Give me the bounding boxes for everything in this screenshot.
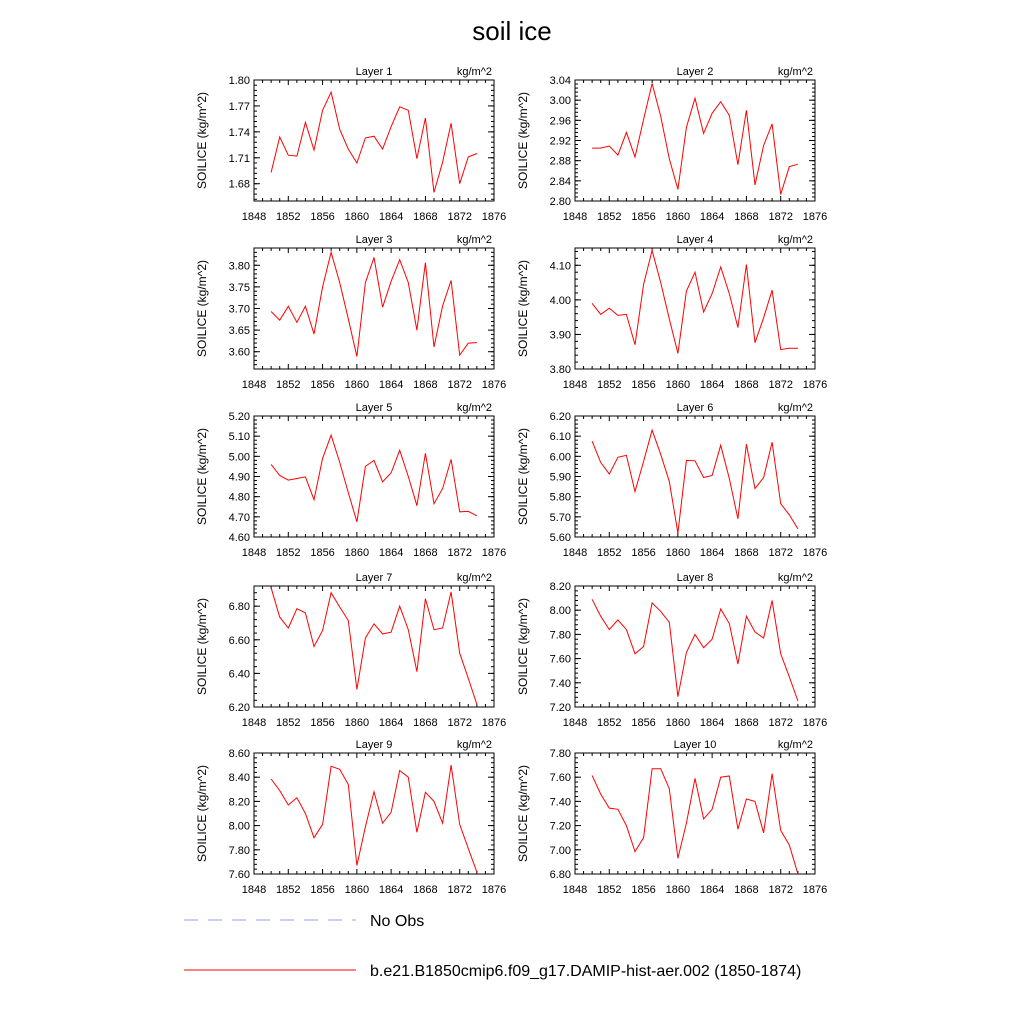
- x-tick-label: 1864: [699, 211, 725, 223]
- chart-panel-6: [516, 402, 827, 559]
- y-tick-label: 6.40: [228, 668, 250, 681]
- y-tick-label: 5.70: [549, 511, 571, 524]
- x-tick-label: 1856: [631, 211, 656, 223]
- chart-panel-10: [516, 739, 827, 896]
- y-tick-label: 3.75: [228, 281, 250, 294]
- x-tick-label: 1872: [768, 547, 793, 559]
- x-tick-label: 1868: [734, 717, 759, 729]
- x-tick-label: 1872: [447, 211, 472, 223]
- panel-title: Layer 1: [355, 66, 393, 78]
- y-tick-label: 1.68: [228, 178, 250, 191]
- y-tick-label: 5.10: [228, 431, 250, 444]
- y-tick-label: 7.40: [549, 796, 571, 809]
- x-tick-label: 1872: [768, 379, 793, 391]
- units-label: kg/m^2: [777, 739, 813, 751]
- y-tick-label: 3.80: [549, 364, 571, 376]
- x-tick-label: 1864: [378, 211, 404, 223]
- x-tick-label: 1876: [481, 717, 507, 729]
- plot-frame: [575, 416, 815, 537]
- x-tick-label: 1860: [344, 717, 370, 729]
- x-tick-label: 1856: [631, 717, 656, 729]
- x-tick-label: 1860: [665, 379, 691, 391]
- y-tick-label: 8.00: [228, 820, 250, 833]
- x-tick-label: 1848: [241, 547, 267, 559]
- x-tick-label: 1852: [597, 717, 622, 729]
- x-tick-label: 1852: [276, 547, 301, 559]
- y-axis-label: SOILICE (kg/m^2): [195, 428, 209, 525]
- x-tick-label: 1852: [276, 717, 301, 729]
- plot-frame: [575, 248, 815, 369]
- x-tick-label: 1856: [631, 884, 656, 896]
- panel-title: Layer 7: [355, 572, 393, 584]
- panel-title: Layer 5: [355, 402, 393, 414]
- x-tick-label: 1848: [241, 884, 267, 896]
- x-tick-label: 1872: [447, 379, 472, 391]
- x-tick-label: 1852: [597, 884, 622, 896]
- plot-frame: [254, 80, 494, 201]
- x-tick-label: 1860: [665, 211, 691, 223]
- y-axis-label: SOILICE (kg/m^2): [195, 92, 209, 189]
- y-tick-label: 7.60: [549, 772, 571, 785]
- x-tick-label: 1864: [378, 379, 404, 391]
- units-label: kg/m^2: [777, 66, 813, 78]
- chart-panel-1: [195, 66, 506, 223]
- units-label: kg/m^2: [456, 739, 492, 751]
- y-tick-label: 1.77: [228, 100, 250, 113]
- y-tick-label: 7.60: [549, 653, 571, 666]
- y-tick-label: 8.20: [549, 581, 571, 593]
- x-tick-label: 1864: [378, 717, 404, 729]
- x-tick-label: 1848: [562, 884, 588, 896]
- x-tick-label: 1856: [310, 717, 335, 729]
- x-tick-label: 1876: [802, 211, 828, 223]
- y-axis-label: SOILICE (kg/m^2): [516, 765, 530, 862]
- units-label: kg/m^2: [777, 402, 813, 414]
- x-tick-label: 1856: [310, 379, 335, 391]
- series-line: [271, 92, 477, 192]
- y-tick-label: 8.00: [549, 605, 571, 618]
- y-tick-label: 4.00: [549, 294, 571, 307]
- y-axis-label: SOILICE (kg/m^2): [516, 260, 530, 357]
- series-line: [271, 765, 477, 872]
- x-tick-label: 1868: [413, 379, 438, 391]
- units-label: kg/m^2: [456, 572, 492, 584]
- chart-panel-5: [195, 402, 506, 559]
- x-tick-label: 1876: [802, 379, 828, 391]
- y-tick-label: 8.40: [228, 772, 250, 785]
- x-tick-label: 1864: [378, 547, 404, 559]
- x-tick-label: 1872: [768, 717, 793, 729]
- x-tick-label: 1856: [631, 547, 656, 559]
- y-tick-label: 7.40: [549, 677, 571, 690]
- y-tick-label: 8.20: [228, 796, 250, 809]
- y-tick-label: 7.80: [549, 748, 571, 760]
- x-tick-label: 1876: [802, 884, 828, 896]
- units-label: kg/m^2: [456, 234, 492, 246]
- x-tick-label: 1872: [447, 547, 472, 559]
- plot-frame: [254, 416, 494, 537]
- y-tick-label: 3.60: [228, 346, 250, 359]
- units-label: kg/m^2: [777, 234, 813, 246]
- x-tick-label: 1864: [699, 717, 725, 729]
- y-axis-label: SOILICE (kg/m^2): [516, 428, 530, 525]
- x-tick-label: 1852: [276, 211, 301, 223]
- y-tick-label: 5.80: [549, 491, 571, 504]
- x-tick-label: 1864: [699, 884, 725, 896]
- chart-panel-7: [195, 572, 506, 729]
- chart-panel-2: [516, 66, 827, 223]
- x-tick-label: 1860: [665, 547, 691, 559]
- y-tick-label: 6.80: [549, 869, 571, 881]
- y-tick-label: 7.20: [549, 702, 571, 714]
- y-tick-label: 3.70: [228, 303, 250, 316]
- y-axis-label: SOILICE (kg/m^2): [516, 92, 530, 189]
- x-tick-label: 1848: [562, 211, 588, 223]
- series-line: [592, 769, 798, 874]
- panel-title: Layer 4: [676, 234, 714, 246]
- x-tick-label: 1864: [699, 379, 725, 391]
- y-tick-label: 1.71: [228, 152, 250, 165]
- x-tick-label: 1868: [413, 717, 438, 729]
- y-tick-label: 3.80: [228, 260, 250, 273]
- x-tick-label: 1864: [378, 884, 404, 896]
- y-axis-label: SOILICE (kg/m^2): [195, 598, 209, 695]
- x-tick-label: 1860: [344, 379, 370, 391]
- y-tick-label: 7.00: [549, 844, 571, 857]
- x-tick-label: 1868: [734, 547, 759, 559]
- x-tick-label: 1864: [699, 547, 725, 559]
- y-tick-label: 8.60: [228, 748, 250, 760]
- x-tick-label: 1876: [481, 379, 507, 391]
- x-tick-label: 1876: [481, 547, 507, 559]
- x-tick-label: 1876: [802, 717, 828, 729]
- x-tick-label: 1868: [734, 211, 759, 223]
- y-tick-label: 3.00: [549, 95, 571, 108]
- y-tick-label: 1.80: [228, 75, 250, 87]
- x-tick-label: 1856: [310, 211, 335, 223]
- plot-frame: [254, 586, 494, 707]
- series-line: [271, 588, 477, 705]
- chart-panel-8: [516, 572, 827, 729]
- y-tick-label: 4.80: [228, 491, 250, 504]
- page-title: soil ice: [472, 16, 552, 46]
- y-tick-label: 6.10: [549, 431, 571, 444]
- y-tick-label: 5.90: [549, 471, 571, 484]
- series-line: [592, 250, 798, 353]
- y-tick-label: 3.65: [228, 325, 250, 338]
- panel-title: Layer 2: [676, 66, 714, 78]
- y-tick-label: 4.60: [228, 532, 250, 544]
- x-tick-label: 1872: [447, 884, 472, 896]
- y-tick-label: 4.90: [228, 471, 250, 484]
- x-tick-label: 1856: [310, 884, 335, 896]
- y-tick-label: 2.88: [549, 155, 571, 168]
- x-tick-label: 1868: [734, 884, 759, 896]
- panel-title: Layer 10: [673, 739, 717, 751]
- y-tick-label: 2.80: [549, 196, 571, 208]
- units-label: kg/m^2: [456, 402, 492, 414]
- y-tick-label: 5.60: [549, 532, 571, 544]
- y-tick-label: 5.20: [228, 411, 250, 423]
- series-line: [592, 599, 798, 701]
- x-tick-label: 1852: [597, 379, 622, 391]
- legend: [184, 913, 801, 980]
- x-tick-label: 1868: [734, 379, 759, 391]
- chart-panel-9: [195, 739, 506, 896]
- y-tick-label: 2.84: [549, 175, 571, 188]
- y-tick-label: 4.10: [549, 260, 571, 273]
- x-tick-label: 1852: [597, 547, 622, 559]
- x-tick-label: 1860: [344, 211, 370, 223]
- x-tick-label: 1860: [665, 884, 691, 896]
- x-tick-label: 1876: [481, 211, 507, 223]
- chart-panel-4: [516, 234, 827, 391]
- x-tick-label: 1852: [276, 884, 301, 896]
- x-tick-label: 1848: [562, 379, 588, 391]
- x-tick-label: 1856: [631, 379, 656, 391]
- x-tick-label: 1848: [562, 717, 588, 729]
- y-axis-label: SOILICE (kg/m^2): [195, 260, 209, 357]
- x-tick-label: 1860: [665, 717, 691, 729]
- x-tick-label: 1876: [481, 884, 507, 896]
- y-tick-label: 3.04: [549, 75, 571, 87]
- y-tick-label: 2.96: [549, 115, 571, 128]
- y-tick-label: 7.80: [549, 629, 571, 642]
- y-tick-label: 3.90: [549, 329, 571, 342]
- x-tick-label: 1848: [241, 211, 267, 223]
- x-tick-label: 1868: [413, 884, 438, 896]
- legend-label: b.e21.B1850cmip6.f09_g17.DAMIP-hist-aer.002 (1850-1874): [370, 963, 802, 980]
- y-tick-label: 6.20: [228, 702, 250, 714]
- series-line: [271, 435, 477, 522]
- x-tick-label: 1872: [768, 211, 793, 223]
- y-tick-label: 7.20: [549, 820, 571, 833]
- x-tick-label: 1860: [344, 884, 370, 896]
- y-tick-label: 6.60: [228, 634, 250, 647]
- x-tick-label: 1848: [562, 547, 588, 559]
- y-axis-label: SOILICE (kg/m^2): [516, 598, 530, 695]
- y-tick-label: 7.60: [228, 869, 250, 881]
- legend-label: No Obs: [370, 913, 425, 930]
- y-tick-label: 5.00: [228, 451, 250, 464]
- series-line: [592, 430, 798, 533]
- x-tick-label: 1852: [597, 211, 622, 223]
- panel-title: Layer 3: [355, 234, 393, 246]
- series-line: [592, 84, 798, 195]
- y-tick-label: 4.70: [228, 511, 250, 524]
- x-tick-label: 1868: [413, 547, 438, 559]
- y-tick-label: 6.00: [549, 451, 571, 464]
- y-tick-label: 2.92: [549, 135, 571, 148]
- units-label: kg/m^2: [456, 66, 492, 78]
- chart-panel-3: [195, 234, 506, 391]
- plot-frame: [575, 586, 815, 707]
- y-tick-label: 7.80: [228, 844, 250, 857]
- x-tick-label: 1856: [310, 547, 335, 559]
- y-tick-label: 6.20: [549, 411, 571, 423]
- y-tick-label: 6.80: [228, 601, 250, 614]
- x-tick-label: 1876: [802, 547, 828, 559]
- y-axis-label: SOILICE (kg/m^2): [195, 765, 209, 862]
- x-tick-label: 1872: [768, 884, 793, 896]
- x-tick-label: 1868: [413, 211, 438, 223]
- units-label: kg/m^2: [777, 572, 813, 584]
- x-tick-label: 1852: [276, 379, 301, 391]
- panel-title: Layer 8: [676, 572, 714, 584]
- x-tick-label: 1872: [447, 717, 472, 729]
- panel-title: Layer 9: [355, 739, 393, 751]
- x-tick-label: 1848: [241, 717, 267, 729]
- plot-frame: [575, 753, 815, 874]
- x-tick-label: 1848: [241, 379, 267, 391]
- x-tick-label: 1860: [344, 547, 370, 559]
- series-line: [271, 252, 477, 356]
- panel-title: Layer 6: [676, 402, 714, 414]
- y-tick-label: 1.74: [228, 126, 250, 139]
